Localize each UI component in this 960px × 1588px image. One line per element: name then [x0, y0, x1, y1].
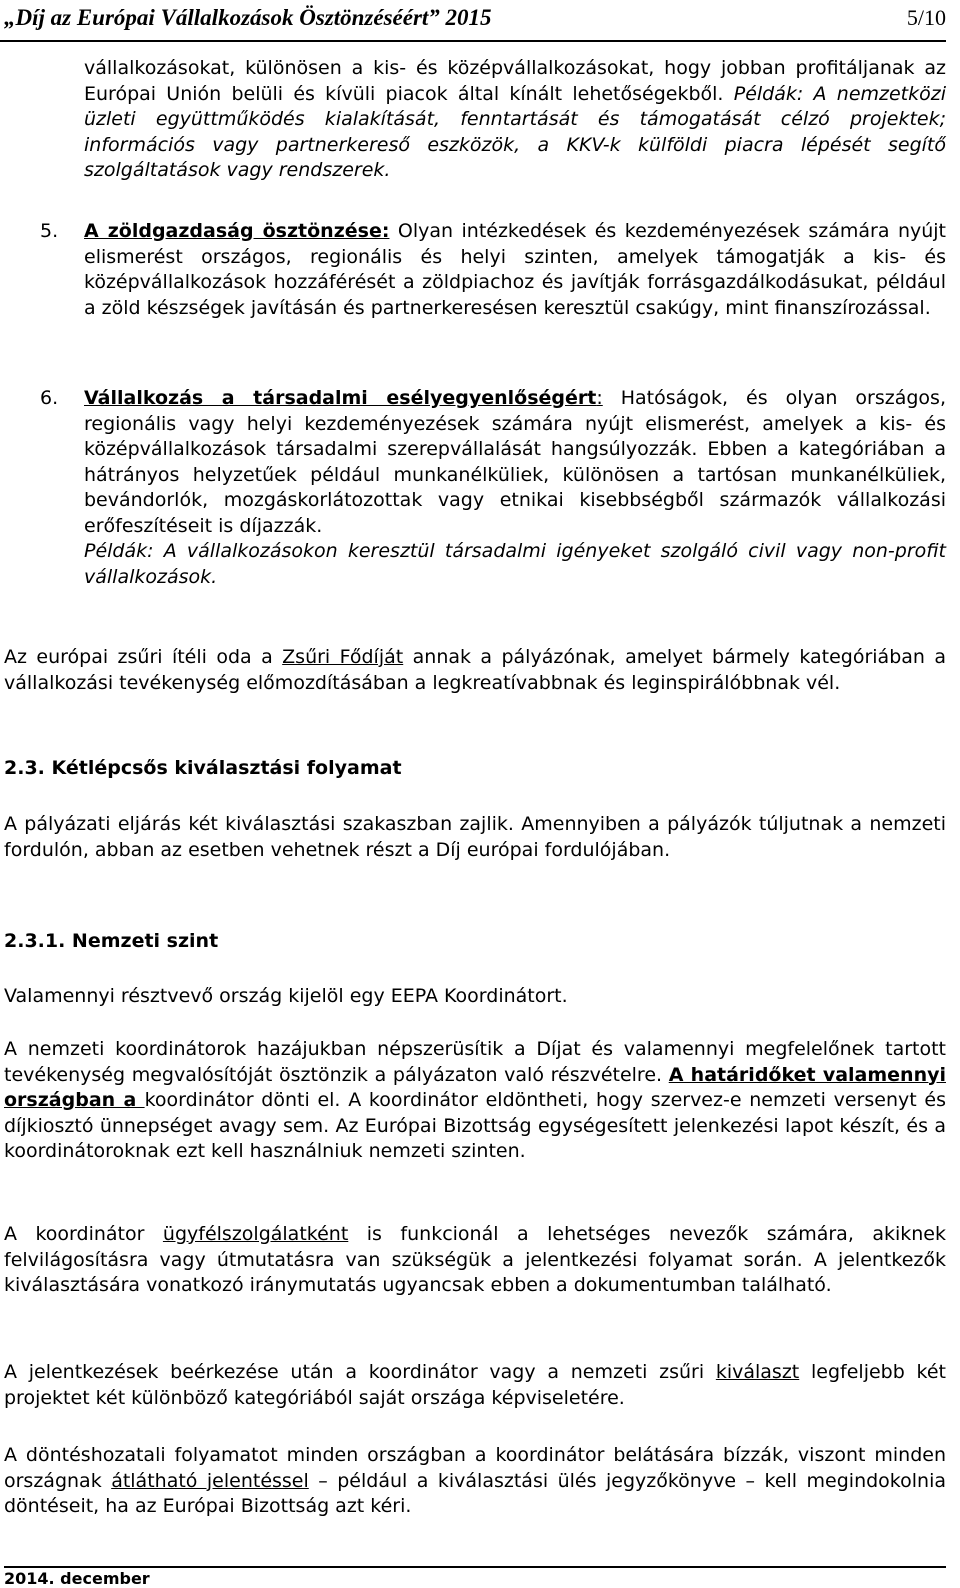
helpdesk-link[interactable]: ügyfélszolgálatként — [162, 1223, 349, 1245]
page-footer — [4, 1566, 946, 1588]
paragraph-selection — [4, 1360, 946, 1411]
list-item-title: Vállalkozás a társadalmi esélyegyenlőségért — [84, 387, 597, 409]
paragraph-text: A koordinátor — [4, 1223, 163, 1245]
list-item-text: Hatóságok, és olyan országos, regionális vagy helyi kezdeményezések számára nyújt elismerést, amelyek a kis- és középvállalkozások társadalmi szerepvállalását hangsúlyozzák. Ebben a kategóriában a hátrányos helyzetűek például munkanélküliek, különösen a tartósan munkanélküliek, bevándorlók, mozgáskorlátozottak vagy etnikai kisebbségből származók vállalkozási erőfeszítéseit is díjazzák. — [84, 387, 946, 537]
list-item-title: A zöldgazdaság ösztönzése: — [84, 220, 390, 242]
paragraph-text: Az európai zsűri ítéli oda a — [4, 646, 283, 668]
deadline-emphasis: A határidőket valamennyi országban a — [4, 1063, 946, 1111]
list-item-colon: : — [596, 387, 603, 409]
list-item-text: Olyan intézkedések és kezdeményezések számára nyújt elismerést országos, regionális és helyi szinten, amelyek támogatják a kis- és középvállalkozások hozzáférését a zöldpiachoz és javítják forrásgazdálkodásukat, például a zöld készségek javításán és partnerkeresésen keresztül csakúgy, mint finanszírozással. — [84, 220, 946, 319]
list-number-5: 5. — [40, 220, 59, 242]
paragraph-helpdesk — [4, 1222, 946, 1299]
select-link[interactable]: kiválaszt — [715, 1361, 800, 1383]
list-number-6: 6. — [40, 387, 59, 409]
grand-prize-link[interactable]: Zsűri Fődíját — [282, 646, 404, 668]
paragraph-text: legfeljebb két projektet két különböző kategóriából saját országa képviseletére. — [4, 1361, 946, 1409]
list-item-green-economy — [84, 219, 946, 321]
paragraph-coordinator: Valamennyi résztvevő ország kijelöl egy EEPA Koordinátort. — [4, 985, 568, 1007]
section-heading-2-3-1: 2.3.1. Nemzeti szint — [4, 930, 219, 952]
paragraph-continuation — [84, 56, 946, 184]
paragraph-decision — [4, 1443, 946, 1520]
transparent-report-link[interactable]: átlátható jelentéssel — [111, 1469, 309, 1492]
paragraph-text: A nemzeti koordinátorok hazájukban népszerüsítik a Díjat és valamennyi megfelelőnek tartott tevékenység megvalósítóját ösztönzik a pályázaton való részvételre. — [4, 1038, 946, 1086]
paragraph-national-coordinators — [4, 1037, 946, 1165]
paragraph-text: vállalkozásokat, különösen a kis- és középvállalkozásokat, hogy jobban profitáljanak az Európai Unión belüli és kívüli piacok által kínált lehetőségekből. — [84, 57, 946, 105]
example-text: Példák: A nemzetközi üzleti együttműködés kialakítását, fenntartását és támogatását célzó projektek; információs vagy partnerkereső eszközök, a KKV-k külföldi piacra lépését segítő szolgáltatások vagy rendszerek. — [84, 82, 947, 181]
paragraph-text: is funkcionál a lehetséges nevezők számára, akiknek felvilágosításra vagy útmutatásra van szükségük a jelentkezési folyamat során. A jelentkezők kiválasztására vonatkozó iránymutatás ugyancsak ebben a dokumentumban található. — [4, 1223, 946, 1296]
page-number: 5/10 — [906, 5, 946, 30]
paragraph-text: A jelentkezések beérkezése után a koordinátor vagy a nemzeti zsűri — [4, 1361, 716, 1383]
paragraph-text: annak a pályázónak, amelyet bármely kategóriában a vállalkozási tevékenység előmozdításában a legkreatívabbnak és leginspirálóbbnak vél. — [4, 646, 946, 694]
header-title: „Díj az Európai Vállalkozások Ösztönzéséért” 2015 — [4, 5, 492, 30]
paragraph-text: A döntéshozatali folyamatot minden országban a koordinátor belátására bízzák, viszont minden országnak — [4, 1444, 946, 1492]
page-header — [0, 0, 946, 42]
paragraph-text: – például a kiválasztási ülés jegyzőkönyve – kell megindokolnia döntéseit, ha az Európai Bizottság azt kéri. — [4, 1469, 946, 1517]
list-item-social-inclusion — [84, 386, 946, 590]
paragraph-text: koordinátor dönti el. A koordinátor eldöntheti, hogy szervez-e nemzeti versenyt és díjkiosztó ünnepséget avagy sem. Az Európai Bizottság egységesített jelenkezési lapot készít, és a koordinátoroknak ezt kell használniuk nemzeti szinten. — [4, 1089, 946, 1162]
footer-date: 2014. december — [4, 1569, 150, 1588]
section-heading-2-3: 2.3. Kétlépcsős kiválasztási folyamat — [4, 757, 402, 779]
paragraph-two-stage: A pályázati eljárás két kiválasztási szakaszban zajlik. Amennyiben a pályázók túljutnak a nemzeti fordulón, abban az esetben vehetnek részt a Díj európai fordulójában. — [4, 813, 946, 861]
paragraph-jury — [4, 645, 946, 696]
example-text: Példák: A vállalkozásokon keresztül társadalmi igényeket szolgáló civil vagy non-profit vállalkozások. — [84, 540, 946, 588]
